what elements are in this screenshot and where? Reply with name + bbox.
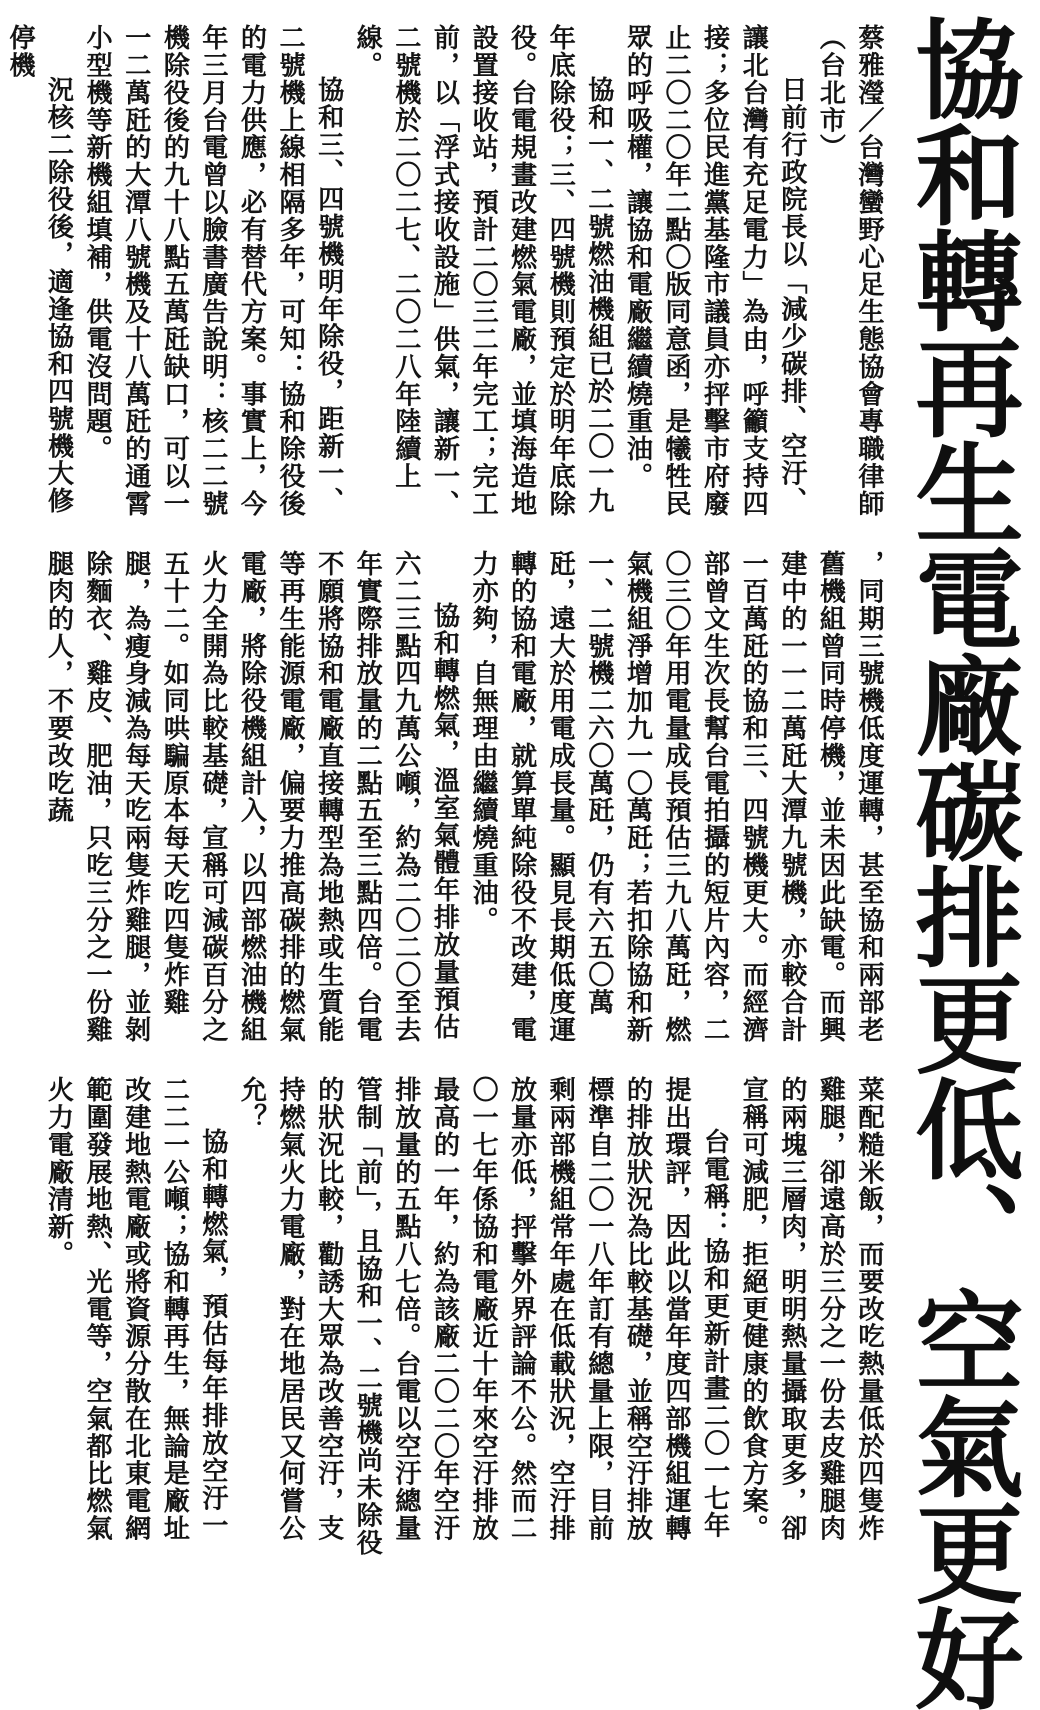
paragraph-6: 台電稱：協和更新計畫二〇一七年提出環評，因此以當年度四部機組運轉的排放狀況為比較基礎，並稱空汙排放標準自二〇一八年訂有總量上限，目前剩兩部機組常年處在低載狀況，空汙排放量亦低，抨擊外界評論不公。然而二〇一七年係協和電廠近十年來空汙排放最高的一年，約為該廠二〇二〇年空汙排放量的五點八七倍。台電以空汙總量管制「前」，且協和一、二號機尚未除役的狀況比較，勸誘大眾為改善空汙，支持燃氣火力電廠，對在地居民又何嘗公允？: [236, 1076, 731, 1557]
author-byline: 蔡雅瀅／台灣蠻野心足生態協會專職律師（台北市）: [815, 24, 885, 518]
article-body-tier-3: [42, 1076, 888, 1566]
headline: [897, 14, 1023, 1710]
paragraph-2: 協和一、二號燃油機組已於二〇一九年底除役；三、四號機則預定於明年底除役。台電規畫改建燃氣電廠，並填海造地設置接收站，預計二〇三二年完工；完工前，以「浮式接收設施」供氣，讓新一、二號機於二〇二七、二〇二八年陸續上線。: [352, 24, 615, 518]
article-body-tier-2: [42, 550, 888, 1064]
headline-part-2: 碳排更低、空氣更好: [897, 756, 1023, 1710]
paragraph-3: 協和三、四號機明年除役，距新一、二號機上線相隔多年，可知：協和除役後的電力供應，必有替代方案。事實上，今年三月台電曾以臉書廣告說明：核二二號機除役後的九十八點五萬瓩缺口，可以一一二萬瓩的大潭八號機及十八萬瓩的通霄小型機等新機組填補，供電沒問題。: [82, 24, 345, 518]
paragraph-5: 協和轉燃氣，溫室氣體年排放量預估六二三點四九萬公噸，約為二〇二〇至去年實際排放量的二點五至三點四倍。台電不願將協和電廠直接轉型為地熱或生質能等再生能源電廠，偏要力推高碳排的燃氣電廠，將除役機組計入，以四部燃油機組火力全開為比較基礎，宣稱可減碳百分之五十二。如同哄騙原本每天吃四隻炸雞腿，為瘦身減為每天吃兩隻炸雞腿，並剝除麵衣、雞皮、肥油，只吃三分之一份雞腿肉的人，不要改吃蔬: [43, 550, 461, 1044]
paragraph-4-continued: ，同期三號機低度運轉，甚至協和兩部老舊機組曾同時停機，並未因此缺電。而興建中的一一二萬瓩大潭九號機，亦較合計一百萬瓩的協和三、四號機更大。而經濟部曾文生次長幫台電拍攝的短片內容，二〇三〇年用電量成長預估三九八萬瓩，燃氣機組淨增加九一〇萬瓩；若扣除協和新一、二號機二六〇萬瓩，仍有六五〇萬瓩，遠大於用電成長量。顯見長期低度運轉的協和電廠，就算單純除役不改建，電力亦夠，自無理由繼續燒重油。: [468, 550, 885, 1044]
article-body-tier-1: [4, 24, 888, 538]
paragraph-1: 日前行政院長以「減少碳排、空汙、讓北台灣有充足電力」為由，呼籲支持四接；多位民進黨基隆市議員亦抨擊市府廢止二〇二〇年二點〇版同意函，是犧牲民眾的呼吸權，讓協和電廠繼續燒重油。: [622, 24, 808, 518]
headline-part-1: 協和轉再生電廠: [897, 14, 1023, 756]
paragraph-4-start: 況核二除役後，適逢協和四號機大修停機: [4, 24, 75, 515]
paragraph-7: 協和轉燃氣，預估每年排放空汙一二二一公噸；協和轉再生，無論是廠址改建地熱電廠或將資源分散在北東電網範圍發展地熱、光電等，空氣都比燃氣火力電廠清新。: [43, 1076, 229, 1542]
paragraph-5-continued: 菜配糙米飯，而要改吃熱量低於四隻炸雞腿，卻遠高於三分之一份去皮雞腿肉的兩塊三層肉，明明熱量攝取更多，卻宣稱可減肥，拒絕更健康的飲食方案。: [738, 1076, 885, 1542]
